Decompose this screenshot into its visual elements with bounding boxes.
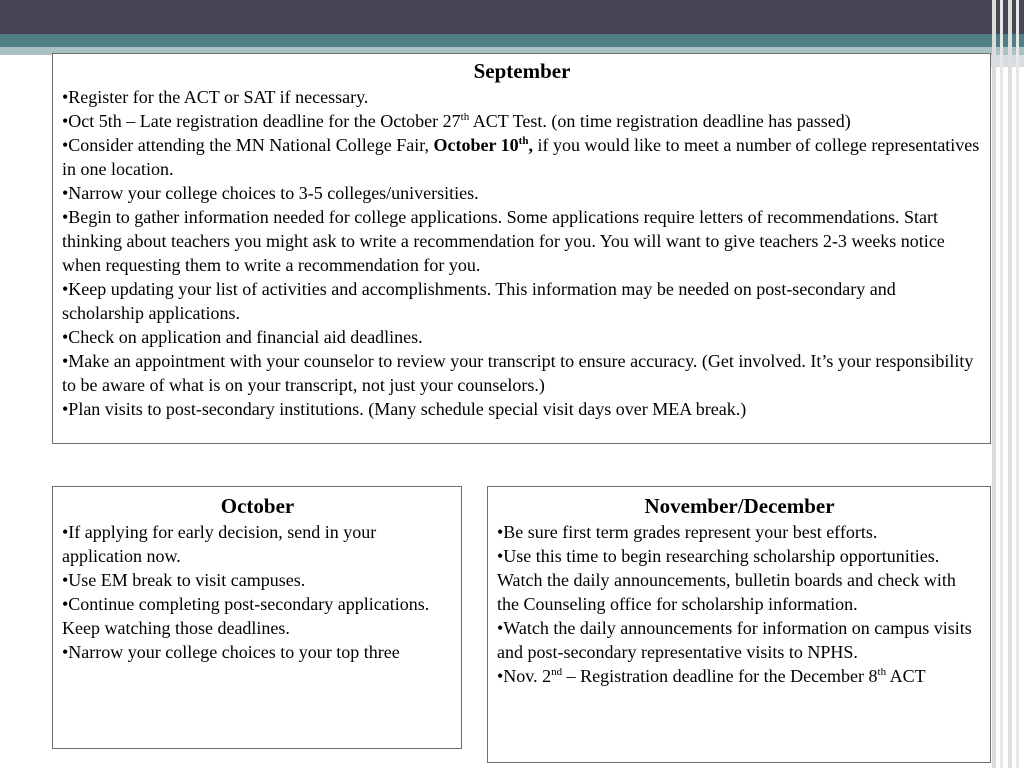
november-december-box <box>487 486 991 763</box>
october-box <box>52 486 462 749</box>
list-item: •Oct 5th – Late registration deadline for the October 27th ACT Test. (on time registration deadline has passed) <box>62 111 851 131</box>
list-item: •Use EM break to visit campuses. <box>62 570 306 590</box>
list-item: •Use this time to begin researching scholarship opportunities. Watch the daily announcements, bulletin boards and check with the Counseling office for scholarship information. <box>497 546 956 614</box>
list-item: •Narrow your college choices to 3-5 colleges/universities. <box>62 183 479 203</box>
list-item: •Consider attending the MN National College Fair, October 10th, if you would like to meet a number of college representatives in one location. <box>62 135 980 179</box>
list-item: •Check on application and financial aid deadlines. <box>62 327 423 347</box>
decorative-stripe <box>1016 0 1019 768</box>
list-item: •Watch the daily announcements for information on campus visits and post-secondary representative visits to NPHS. <box>497 618 972 662</box>
list-item: •Be sure first term grades represent your best efforts. <box>497 522 878 542</box>
list-item: •If applying for early decision, send in your application now. <box>62 522 377 566</box>
list-item: •Register for the ACT or SAT if necessary. <box>62 87 369 107</box>
list-item: •Nov. 2nd – Registration deadline for the December 8th ACT <box>497 666 926 686</box>
september-title: September <box>473 59 571 83</box>
list-item: •Plan visits to post-secondary institutions. (Many schedule special visit days over MEA break.) <box>62 399 747 419</box>
decorative-stripe <box>1008 0 1012 768</box>
list-item: •Narrow your college choices to your top three <box>62 642 400 662</box>
october-title: October <box>220 494 295 518</box>
header-band <box>0 0 1024 34</box>
list-item: •Make an appointment with your counselor to review your transcript to ensure accuracy. (Get involved. It’s your responsibility to be aware of what is on your transcript, not just your counselors.) <box>62 351 974 395</box>
list-item: •Keep updating your list of activities and accomplishments. This information may be needed on post-secondary and scholarship applications. <box>62 279 896 323</box>
list-item: •Continue completing post-secondary applications. Keep watching those deadlines. <box>62 594 430 638</box>
decorative-stripe <box>1000 0 1003 768</box>
header-accent-band <box>0 34 1024 47</box>
decorative-stripe <box>992 0 996 768</box>
september-box <box>52 53 991 444</box>
list-item: •Begin to gather information needed for college applications. Some applications require letters of recommendations. Start thinking about teachers you might ask to write a recommendation for you. You will want to give teachers 2-3 weeks notice when requesting them to write a recommendation for you. <box>62 207 945 275</box>
november-december-title: November/December <box>644 494 835 518</box>
